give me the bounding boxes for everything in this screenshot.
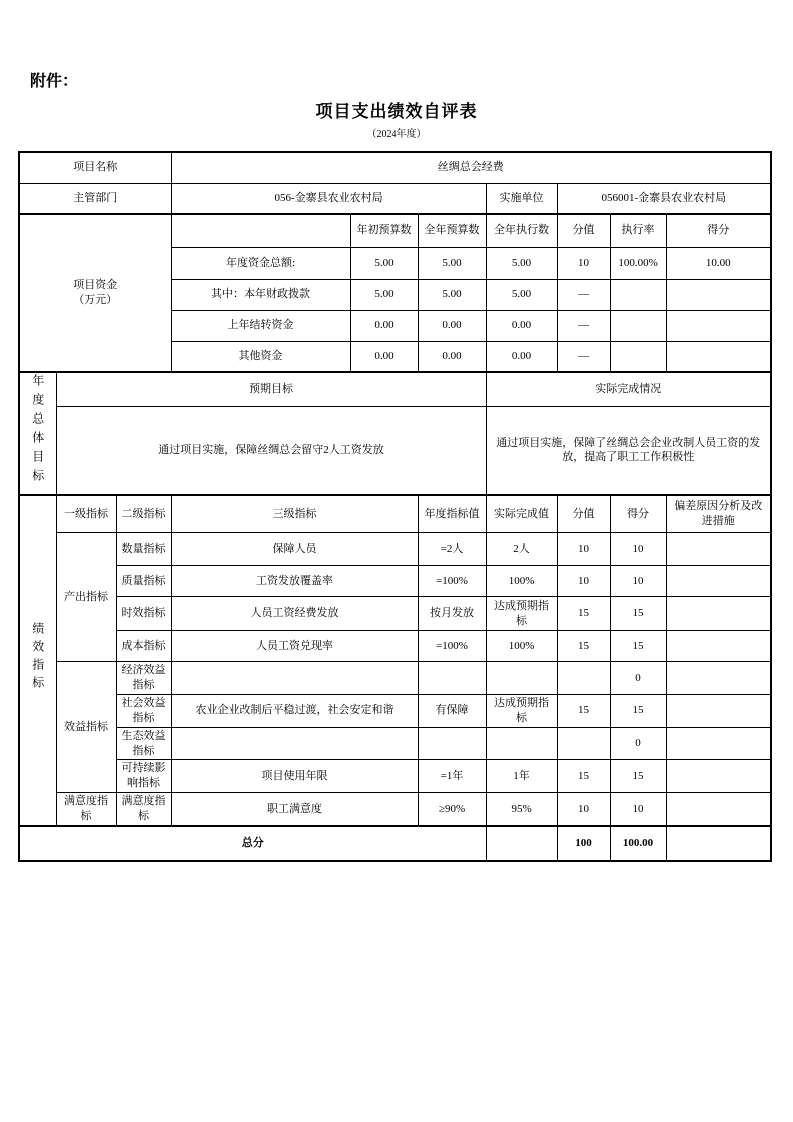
funding-header-row	[19, 214, 771, 247]
score-value-cell: 15	[557, 631, 610, 662]
actual-value-cell: 达成预期指标	[486, 695, 557, 728]
indicator-header-level3: 三级指标	[171, 495, 418, 533]
score-value-cell	[557, 727, 610, 760]
score-value-cell: 10	[557, 793, 610, 826]
funding-annual-cell: 0.00	[418, 341, 486, 372]
score-value-cell	[557, 662, 610, 695]
funding-annual-cell: 5.00	[418, 247, 486, 279]
funding-score-value-cell: —	[557, 279, 610, 310]
score-cell: 15	[610, 631, 666, 662]
deviation-cell	[666, 727, 771, 760]
funding-score-cell: 10.00	[666, 247, 771, 279]
level2-cell: 可持续影响指标	[116, 760, 171, 793]
target-value-cell: 按月发放	[418, 597, 486, 631]
score-value-cell: 10	[557, 566, 610, 597]
deviation-cell	[666, 760, 771, 793]
indicator-row-satisfaction	[19, 793, 771, 826]
deviation-cell	[666, 533, 771, 566]
level2-cell: 生态效益指标	[116, 727, 171, 760]
score-cell: 15	[610, 597, 666, 631]
indicator-header-score-value: 分值	[557, 495, 610, 533]
indicator-row-sustainability	[19, 760, 771, 793]
funding-exec-rate-cell	[610, 310, 666, 341]
funding-score-value-cell: —	[557, 341, 610, 372]
level2-cell: 满意度指标	[116, 793, 171, 826]
funding-score-cell	[666, 279, 771, 310]
level3-cell: 职工满意度	[171, 793, 418, 826]
deviation-cell	[666, 793, 771, 826]
score-cell: 10	[610, 566, 666, 597]
goals-section-label: 年度总体目标	[30, 374, 45, 488]
indicator-row-quality	[19, 566, 771, 597]
actual-value-cell: 100%	[486, 566, 557, 597]
funding-score-value-cell: —	[557, 310, 610, 341]
attachment-label: 附件：	[30, 73, 79, 90]
level3-cell: 保障人员	[171, 533, 418, 566]
score-cell: 0	[610, 727, 666, 760]
total-actual-cell	[486, 826, 557, 861]
indicator-header-deviation: 偏差原因分析及改进措施	[666, 495, 771, 533]
target-value-cell: =1年	[418, 760, 486, 793]
funding-annual-cell: 5.00	[418, 279, 486, 310]
funding-executed-cell: 0.00	[486, 310, 557, 341]
total-label-cell: 总分	[19, 826, 486, 861]
score-value-cell: 15	[557, 695, 610, 728]
target-value-cell: =2人	[418, 533, 486, 566]
deviation-cell	[666, 695, 771, 728]
level3-cell: 人员工资经费发放	[171, 597, 418, 631]
target-value-cell: 有保障	[418, 695, 486, 728]
funding-row-label-cell: 年度资金总额:	[171, 247, 350, 279]
indicators-section-label-cell	[19, 495, 56, 826]
indicator-header-actual: 实际完成值	[486, 495, 557, 533]
actual-value-cell: 95%	[486, 793, 557, 826]
indicator-row-quantity	[19, 533, 771, 566]
funding-executed-cell: 5.00	[486, 279, 557, 310]
score-value-cell: 15	[557, 760, 610, 793]
total-row	[19, 826, 771, 861]
funding-row-label-cell: 其中：本年财政拨款	[171, 279, 350, 310]
project-name-label-cell: 项目名称	[19, 152, 171, 183]
funding-col-header-exec-rate: 执行率	[610, 214, 666, 247]
self-eval-table	[18, 151, 772, 862]
funding-col-header-initial: 年初预算数	[350, 214, 418, 247]
target-value-cell: =100%	[418, 631, 486, 662]
impl-unit-value-cell: 056001-金寨县农业农村局	[557, 183, 771, 214]
indicator-header-target: 年度指标值	[418, 495, 486, 533]
funding-executed-cell: 5.00	[486, 247, 557, 279]
funding-initial-cell: 5.00	[350, 247, 418, 279]
funding-initial-cell: 5.00	[350, 279, 418, 310]
actual-value-cell: 达成预期指标	[486, 597, 557, 631]
project-name-value-cell: 丝绸总会经费	[171, 152, 771, 183]
funding-col-header-score-value: 分值	[557, 214, 610, 247]
indicators-header-row	[19, 495, 771, 533]
level1-group-satisfaction-cell: 满意度指标	[56, 793, 116, 826]
indicator-row-economic	[19, 662, 771, 695]
indicator-row-cost	[19, 631, 771, 662]
funding-exec-rate-cell	[610, 341, 666, 372]
indicator-header-level1: 一级指标	[56, 495, 116, 533]
score-cell: 10	[610, 533, 666, 566]
target-value-cell	[418, 727, 486, 760]
funding-section-label-cell	[19, 214, 171, 372]
funding-col-header-score: 得分	[666, 214, 771, 247]
indicator-row-social	[19, 695, 771, 728]
actual-completion-text-cell: 通过项目实施，保障了丝绸总会企业改制人员工资的发放，提高了职工工作积极性	[486, 406, 771, 494]
level2-cell: 数量指标	[116, 533, 171, 566]
actual-value-cell: 1年	[486, 760, 557, 793]
deviation-cell	[666, 566, 771, 597]
level2-cell: 经济效益指标	[116, 662, 171, 695]
funding-score-cell	[666, 310, 771, 341]
page-subtitle: （2024年度）	[366, 129, 427, 140]
score-cell: 15	[610, 760, 666, 793]
level3-cell: 项目使用年限	[171, 760, 418, 793]
funding-score-value-cell: 10	[557, 247, 610, 279]
actual-value-cell	[486, 727, 557, 760]
funding-section-label-line2: （万元）	[73, 294, 118, 306]
level2-cell: 质量指标	[116, 566, 171, 597]
funding-exec-rate-cell	[610, 279, 666, 310]
goals-header-row	[19, 372, 771, 406]
funding-annual-cell: 0.00	[418, 310, 486, 341]
level3-cell: 农业企业改制后平稳过渡，社会安定和谐	[171, 695, 418, 728]
funding-section-label-line1: 项目资金	[73, 279, 118, 292]
dept-label-cell: 主管部门	[19, 183, 171, 214]
indicator-row-ecological	[19, 727, 771, 760]
funding-row-label-cell: 上年结转资金	[171, 310, 350, 341]
total-score-value-cell: 100	[557, 826, 610, 861]
goals-section-label-cell	[19, 372, 56, 495]
funding-col-header-annual: 全年预算数	[418, 214, 486, 247]
actual-value-cell: 2人	[486, 533, 557, 566]
deviation-cell	[666, 662, 771, 695]
impl-unit-label-cell: 实施单位	[486, 183, 557, 214]
deviation-cell	[666, 631, 771, 662]
target-value-cell: =100%	[418, 566, 486, 597]
level3-cell: 人员工资兑现率	[171, 631, 418, 662]
funding-row-label-cell: 其他资金	[171, 341, 350, 372]
expected-goal-header-cell: 预期目标	[56, 372, 486, 406]
level3-cell: 工资发放覆盖率	[171, 566, 418, 597]
level3-cell	[171, 727, 418, 760]
project-name-row	[19, 152, 771, 183]
total-score-cell: 100.00	[610, 826, 666, 861]
funding-initial-cell: 0.00	[350, 341, 418, 372]
level2-cell: 社会效益指标	[116, 695, 171, 728]
actual-completion-header-cell: 实际完成情况	[486, 372, 771, 406]
funding-executed-cell: 0.00	[486, 341, 557, 372]
indicators-section-label: 绩效指标	[30, 621, 45, 694]
funding-exec-rate-cell: 100.00%	[610, 247, 666, 279]
deviation-cell	[666, 597, 771, 631]
level1-group-benefit-cell: 效益指标	[56, 662, 116, 793]
level2-cell: 成本指标	[116, 631, 171, 662]
goals-content-row	[19, 406, 771, 494]
score-cell: 0	[610, 662, 666, 695]
funding-header-empty-cell	[171, 214, 350, 247]
score-value-cell: 10	[557, 533, 610, 566]
expected-goal-text-cell: 通过项目实施，保障丝绸总会留守2人工资发放	[56, 406, 486, 494]
indicator-row-timeliness	[19, 597, 771, 631]
dept-value-cell: 056-金寨县农业农村局	[171, 183, 486, 214]
level2-cell: 时效指标	[116, 597, 171, 631]
score-value-cell: 15	[557, 597, 610, 631]
funding-score-cell	[666, 341, 771, 372]
funding-initial-cell: 0.00	[350, 310, 418, 341]
score-cell: 15	[610, 695, 666, 728]
indicator-header-score: 得分	[610, 495, 666, 533]
funding-col-header-executed: 全年执行数	[486, 214, 557, 247]
score-cell: 10	[610, 793, 666, 826]
page-title: 项目支出绩效自评表	[315, 102, 478, 121]
target-value-cell	[418, 662, 486, 695]
actual-value-cell: 100%	[486, 631, 557, 662]
actual-value-cell	[486, 662, 557, 695]
target-value-cell: ≥90%	[418, 793, 486, 826]
level3-cell	[171, 662, 418, 695]
department-row	[19, 183, 771, 214]
level1-group-output-cell: 产出指标	[56, 533, 116, 662]
total-deviation-cell	[666, 826, 771, 861]
indicator-header-level2: 二级指标	[116, 495, 171, 533]
